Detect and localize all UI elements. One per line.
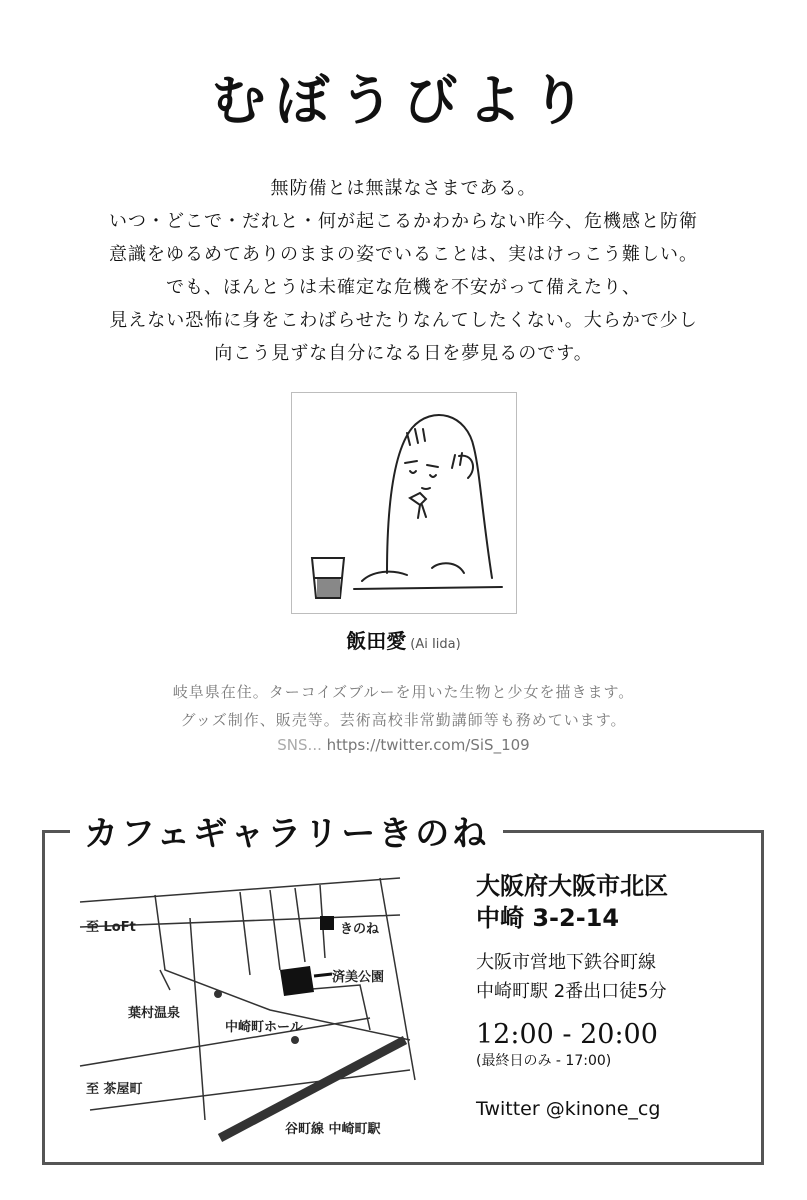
artist-name: 飯田愛 — [346, 629, 407, 653]
intro-text — [60, 172, 747, 370]
venue-name: カフェギャラリーきのね — [70, 806, 503, 855]
sns-link[interactable]: https://twitter.com/SiS_109 — [326, 736, 530, 754]
artist-name-line — [0, 625, 807, 654]
map-label-kinone: きのね — [340, 922, 380, 937]
page-title: むぼうびより — [211, 69, 596, 132]
bio-line: 岐阜県在住。ターコイズブルーを用いた生物と少女を描きます。 — [172, 683, 635, 701]
access-line-1: 大阪市営地下鉄谷町線 — [476, 952, 656, 973]
intro-line: 向こう見ずな自分になる日を夢見るのです。 — [214, 343, 593, 364]
intro-line: いつ・どこで・だれと・何が起こるかわからない昨今、危機感と防衛 — [109, 211, 698, 232]
intro-line: でも、ほんとうは未確定な危機を不安がって備えたり、 — [166, 277, 641, 298]
map-label-park: 済美公園 — [332, 970, 385, 985]
sns-label: SNS... — [277, 736, 322, 754]
bio-line: グッズ制作、販売等。芸術高校非常勤講師等も務めています。 — [180, 711, 627, 729]
map-label-onsen: 葉村温泉 — [128, 1006, 181, 1021]
intro-line: 意識をゆるめてありのままの姿でいることは、実はけっこう難しい。 — [109, 244, 698, 265]
map-label-hall: 中崎町ホール — [225, 1020, 303, 1035]
address-line-1: 大阪府大阪市北区 — [476, 872, 668, 900]
access-line-2: 中崎町駅 2番出口徒5分 — [476, 981, 667, 1002]
map-drawing — [70, 870, 440, 1150]
map-label-station: 谷町線 中崎町駅 — [285, 1122, 381, 1137]
opening-hours: 12:00 - 20:00 — [476, 1019, 658, 1050]
address-line-2: 中崎 3-2-14 — [476, 904, 620, 932]
sns-line — [0, 736, 807, 754]
intro-line: 見えない恐怖に身をこわばらせたりなんてしたくない。大らかで少し — [109, 310, 698, 331]
access-info — [476, 948, 756, 1006]
map-label-to-loft: 至 LoFt — [86, 920, 136, 935]
ghost-girl-illustration — [292, 393, 518, 615]
artist-roman: (Ai Iida) — [410, 637, 461, 652]
artwork-illustration — [291, 392, 517, 614]
venue-info — [476, 870, 756, 1120]
intro-line: 無防備とは無謀なさまである。 — [270, 178, 537, 199]
venue-twitter[interactable]: Twitter @kinone_cg — [476, 1098, 661, 1120]
artist-bio — [60, 678, 747, 734]
map-label-to-chayamachi: 至 茶屋町 — [86, 1082, 143, 1097]
venue-map — [70, 870, 440, 1150]
hours-note: (最終日のみ - 17:00) — [476, 1053, 612, 1069]
